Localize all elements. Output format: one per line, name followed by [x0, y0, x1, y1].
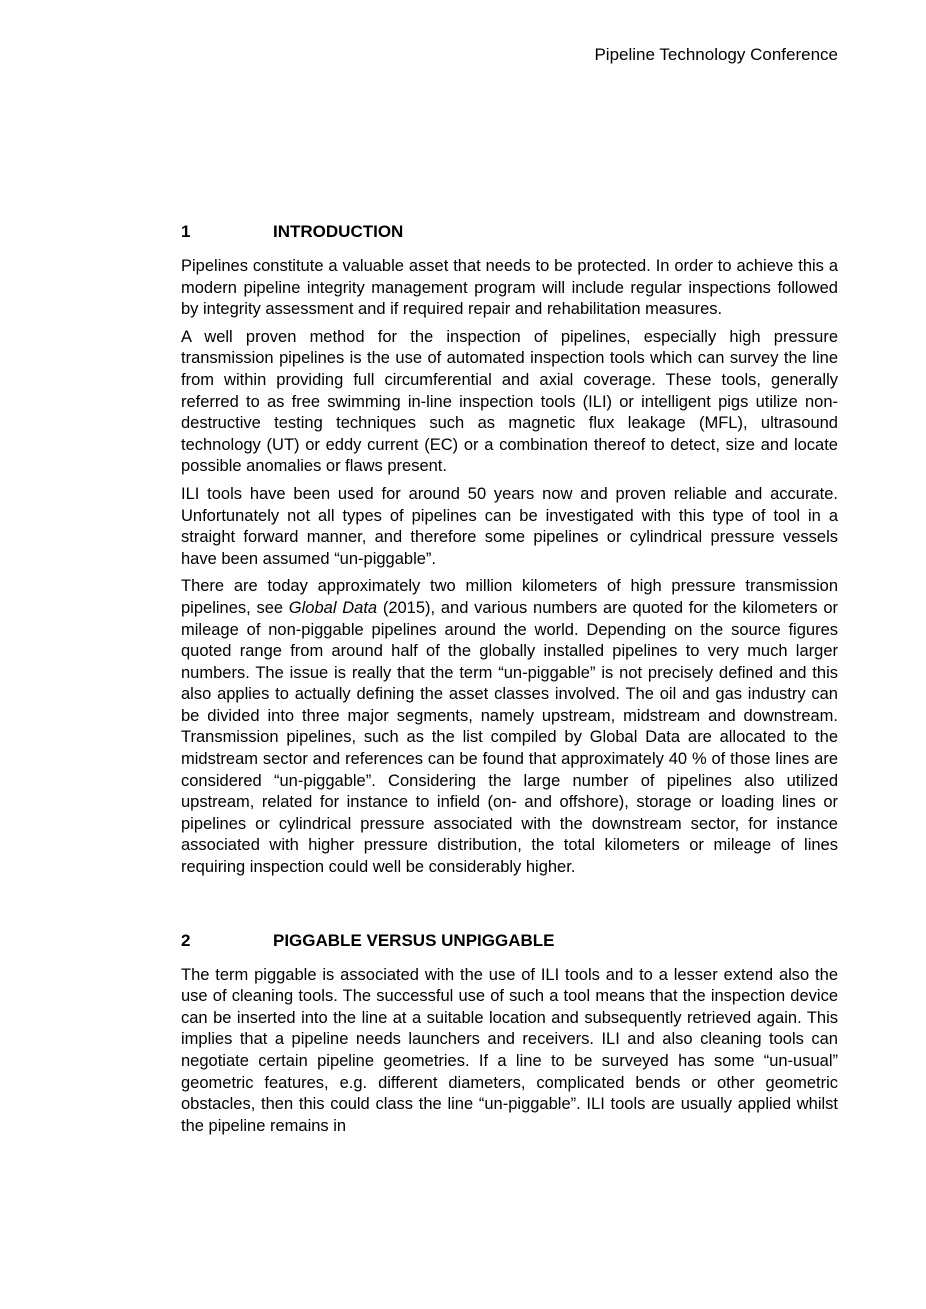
section-number: 1 [181, 222, 191, 241]
paragraph: ILI tools have been used for around 50 years now and proven reliable and accurate. Unfortunately not all types of pipelines can be investigated with this type of tool in a straight forward manner, and therefore some pipelines or cylindrical pressure vessels have been assumed “un-piggable”. [181, 484, 838, 568]
paragraph: Pipelines constitute a valuable asset that needs to be protected. In order to achieve this a modern pipeline integrity management program will include regular inspections followed by integrity assessment and if required repair and rehabilitation measures. [181, 257, 838, 319]
paragraph-with-citation [181, 576, 838, 878]
paragraph: The term piggable is associated with the use of ILI tools and to a lesser extend also the use of cleaning tools. The successful use of such a tool means that the inspection device can be inserted into the line at a suitable location and subsequently retrieved again. This implies that a pipeline needs launchers and receivers. ILI and also cleaning tools can negotiate certain pipeline geometries. If a line to be surveyed has some “un-usual” geometric features, e.g. different diameters, complicated bends or other geometric obstacles, then this could class the line “un-piggable”. ILI tools are usually applied whilst the pipeline remains in [181, 965, 838, 1135]
paragraph-text: There are today approximately two million kilometers of high pressure transmission pipelines, see [181, 577, 838, 617]
citation-source: Global Data [288, 598, 378, 617]
paragraph: A well proven method for the inspection of pipelines, especially high pressure transmission pipelines is the use of automated inspection tools which can survey the line from within providing full circumferential and axial coverage. These tools, generally referred to as free swimming in-line inspection tools (ILI) or intelligent pigs utilize non-destructive testing techniques such as magnetic flux leakage (MFL), ultrasound technology (UT) or eddy current (EC) or a combination thereof to detect, size and locate possible anomalies or flaws present. [181, 327, 838, 476]
page-content [181, 221, 838, 1143]
section-number: 2 [181, 930, 191, 950]
section-gap [181, 885, 838, 930]
section-title: PIGGABLE VERSUS UNPIGGABLE [273, 930, 555, 950]
running-header: Pipeline Technology Conference [594, 45, 838, 64]
section-heading-piggable [181, 930, 838, 952]
section-title: INTRODUCTION [273, 222, 404, 241]
paragraph-text: (2015), and various numbers are quoted for the kilometers or mileage of non-piggable pipelines around the world. Depending on the source figures quoted range from around half of the globally installed pipelines to very much larger numbers. The issue is really that the term “un-piggable” is not precisely defined and this also applies to actually defining the asset classes involved. The oil and gas industry can be divided into three major segments, namely upstream, midstream and downstream. Transmission pipelines, such as the list compiled by Global Data are allocated to the midstream sector and references can be found that approximately 40 % of those lines are considered “un-piggable”. Considering the large number of pipelines also utilized upstream, related for instance to infield (on- and offshore), storage or loading lines or pipelines or cylindrical pressure associated with the downstream sector, for instance associated with higher pressure distribution, the total kilometers or mileage of lines requiring inspection could well be considerably higher. [181, 598, 838, 877]
section-heading-introduction [181, 221, 838, 243]
